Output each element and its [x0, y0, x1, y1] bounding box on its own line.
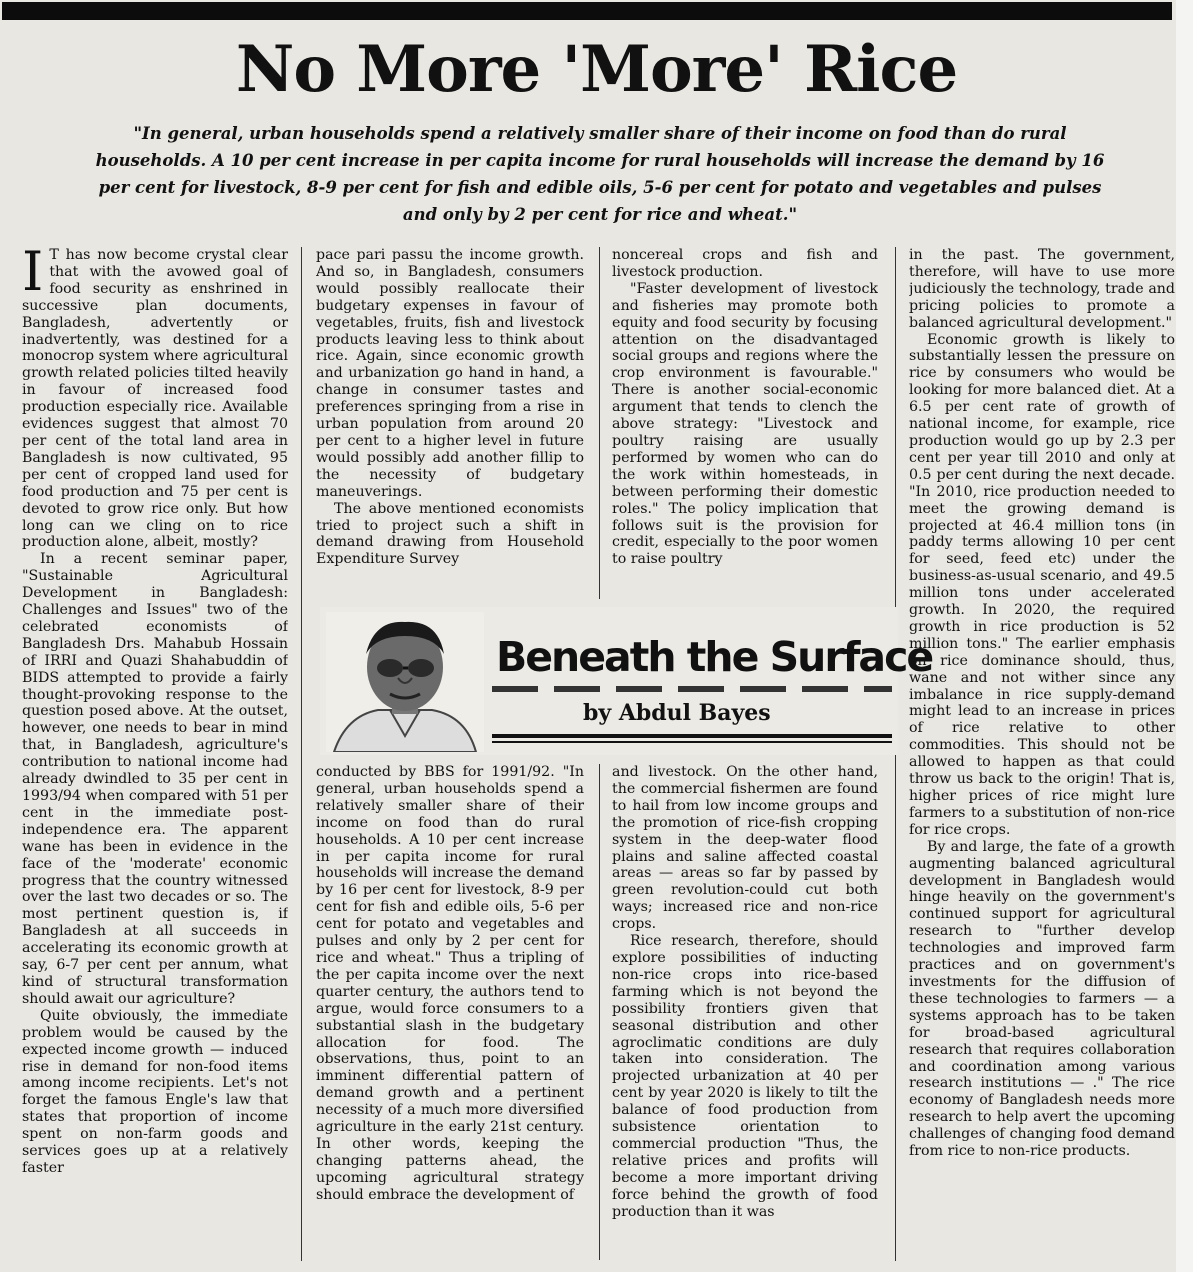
column-rule [599, 247, 600, 599]
paragraph: in the past. The government, therefore, will have to use more judiciously the technology, trade and pricing policies to promote a balanced agricultural development." [909, 247, 1175, 331]
paragraph: conducted by BBS for 1991/92. "In general, urban households spend a relatively smaller share of their income on food than do rural households. A 10 per cent increase in per capita income for rural households will increase the demand by 16 per cent for livestock, 8-9 per cent for fish and edible oils, 5-6 per cent for potato and vegetables and pulses and only by 2 per cent for rice and wheat." Thus a tripling of the per capita income over the next quarter century, the authors tend to argue, would force consumers to a substantial slash in the budgetary allocation for food. The observations, thus, point to an imminent differential pattern of demand growth and a pertinent necessity of a much more diversified agriculture in the early 21st century. In other words, keeping the changing patterns ahead, the upcoming agricultural strategy should embrace the development of [316, 764, 584, 1203]
column-name: Beneath the Surface [496, 633, 933, 681]
byline: by Abdul Bayes [583, 700, 771, 726]
paragraph: Quite obviously, the immediate problem would be caused by the expected income growth — induced rise in demand for non-food items among income recipients. Let's not forget the famous Engle's law that states that proportion of income spent on non-farm goods and services goes up at a relatively faster [22, 1007, 288, 1176]
decorative-rule [492, 741, 892, 743]
paragraph: pace pari passu the income growth. And so, in Bangladesh, consumers would possibly reallocate their budgetary expenses in favour of vegetables, fruits, fish and livestock products leaving less to think about rice. Again, since economic growth and urbanization go hand in hand, a change in consumer tastes and preferences springing from a rise in urban population from around 20 per cent to a higher level in future would possibly add another fillip to the necessity of budgetary maneuverings. [316, 247, 584, 500]
paragraph-text: T has now become crystal clear that with the avowed goal of food security as enshrined in successive plan documents, Bangladesh, advertently or inadvertently, was destined for a monocrop system where agricultural growth related policies tilted heavily in favour of increased food production especially rice. Available evidences suggest that almost 70 per cent of the total land area in Bangladesh is now cultivated, 95 per cent of cropped land used for food production and 75 per cent is devoted to grow rice only. But how long can we cling on to rice production alone, albeit, mostly? [22, 247, 288, 551]
column-2-top [316, 247, 584, 599]
paragraph: The above mentioned economists tried to project such a shift in demand drawing from Household Expenditure Survey [316, 500, 584, 568]
paragraph: Economic growth is likely to substantially lessen the pressure on rice by consumers who would be looking for more balanced diet. At a 6.5 per cent rate of growth of national income, for example, rice production would go up by 2.3 per cent per year till 2010 and only at 0.5 per cent during the next decade. "In 2010, rice production needed to meet the growing demand is projected at 46.4 million tons (in paddy terms allowing 10 per cent for seed, feed etc) under the business-as-usual scenario, and 49.5 million tons under accelerated growth. In 2020, the required growth in rice production is 52 million tons." The earlier emphasis on rice dominance should, thus, wane and not wither since any imbalance in rice supply-demand might lead to an increase in prices of rice relative to other commodities. This should not be allowed to happen as that could throw us back to the origin! That is, higher prices of rice might lure farmers to a substitution of non-rice for rice crops. [909, 331, 1175, 838]
column-2-bottom [316, 764, 584, 1260]
column-rule [301, 247, 302, 1261]
drop-cap: I [22, 247, 44, 303]
column-3-bottom [612, 764, 878, 1260]
page-margin [1176, 0, 1193, 1272]
paragraph [22, 247, 288, 551]
paragraph: By and large, the fate of a growth augmenting balanced agricultural development in Bangladesh would hinge heavily on the government's continued support for agricultural research to "further develop technologies and improved farm practices and on government's investments for the diffusion of these technologies to farmers — a systems approach has to be taken for broad-based agricultural research that requires collaboration and coordination among various research institutions — ." The rice economy of Bangladesh needs more research to help avert the upcoming challenges of changing food demand from rice to non-rice products. [909, 838, 1175, 1160]
column-1 [22, 247, 288, 1259]
pull-quote: "In general, urban households spend a relatively smaller share of their income on food than do rural households. A 10 per cent increase in per capita income for rural households will increase the demand by 16 per cent for livestock, 8-9 per cent for fish and edible oils, 5-6 per cent for potato and vegetables and pulses and only by 2 per cent for rice and wheat." [95, 124, 1105, 224]
headline: No More 'More' Rice [235, 32, 958, 107]
paragraph: In a recent seminar paper, "Sustainable Agricultural Development in Bangladesh: Challenges and Issues" two of the celebrated economists of Bangladesh Drs. Mahabub Hossain of IRRI and Quazi Shahabuddin of BIDS attempted to provide a fairly thought-provoking response to the question posed above. At the outset, however, one needs to bear in mind that, in Bangladesh, agriculture's contribution to national income had already dwindled to 35 per cent in 1993/94 when compared with 51 per cent in the immediate post-independence era. The apparent wane has been in evidence in the face of the 'moderate' economic progress that the country witnessed over the last two decades or so. The most pertinent question is, if Bangladesh at all succeeds in accelerating its economic growth at say, 6-7 per cent per annum, what kind of structural transformation should await our agriculture? [22, 551, 288, 1007]
paragraph: "Faster development of livestock and fisheries may promote both equity and food security by focusing attention on the disadvantaged social groups and regions where the crop environment is favourable." There is another social-economic argument that tends to clench the above strategy: "Livestock and poultry raising are usually performed by women who can do the work within homesteads, in between performing their domestic roles." The policy implication that follows suit is the provision for credit, especially to the poor women to raise poultry [612, 280, 878, 568]
column-3-top [612, 247, 878, 599]
column-4 [909, 247, 1175, 1259]
decorative-rule [492, 734, 892, 738]
author-photo [326, 612, 484, 752]
paragraph: noncereal crops and fish and livestock production. [612, 247, 878, 280]
paragraph: and livestock. On the other hand, the commercial fishermen are found to hail from low income groups and the promotion of rice-fish cropping system in the deep-water flood plains and saline affected coastal areas — areas so far by passed by green revolution-could cut both ways; increased rice and non-rice crops. [612, 764, 878, 933]
decorative-rule [492, 686, 892, 692]
paragraph: Rice research, therefore, should explore possibilities of inducting non-rice crops into rice-based farming which is not beyond the possibility frontiers given that seasonal distribution and other agroclimatic conditions are duly taken into consideration. The projected urbanization at 40 per cent by year 2020 is likely to tilt the balance of food production from subsistence orientation to commercial production "Thus, the relative prices and profits will become a more important driving force behind the growth of food production than it was [612, 933, 878, 1220]
top-rule [2, 2, 1172, 20]
column-rule [599, 764, 600, 1260]
author-portrait-icon [326, 612, 484, 752]
